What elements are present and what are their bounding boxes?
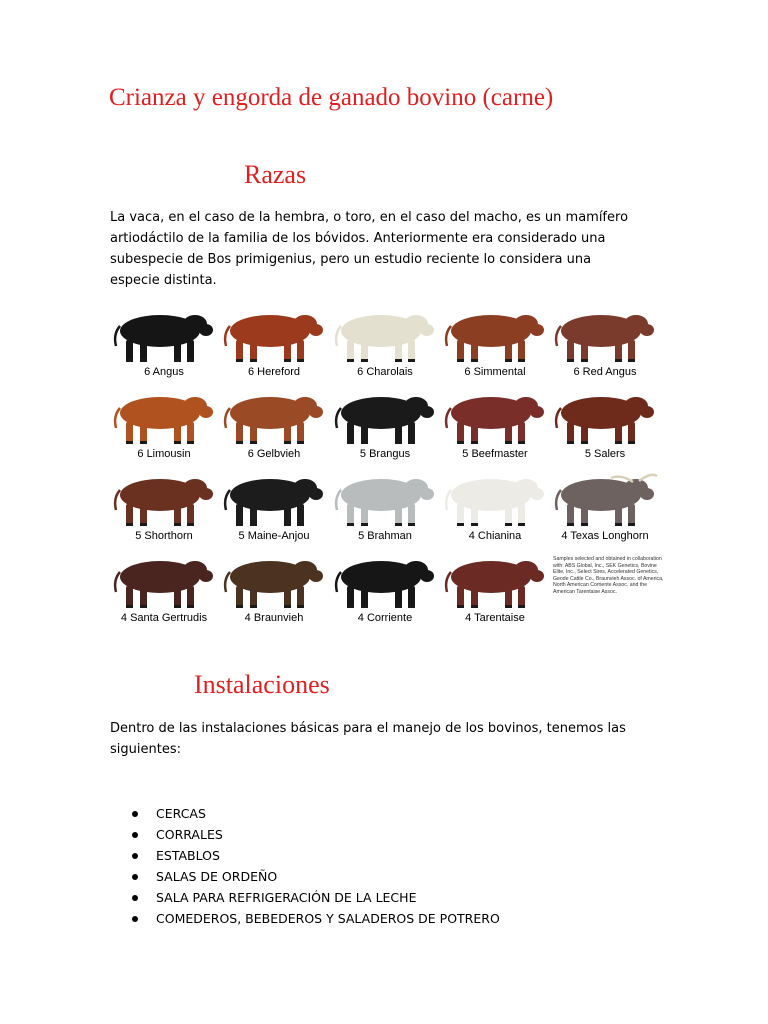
bull-icon (110, 386, 218, 448)
instalaciones-paragraph: Dentro de las instalaciones básicas para el manejo de los bovinos, tenemos las siguientes: (110, 721, 626, 757)
bull-icon (551, 468, 659, 530)
list-item-label: CORRALES (156, 827, 223, 842)
breed-label: 5 Beefmaster (462, 448, 528, 460)
list-item-label: CERCAS (156, 806, 206, 821)
bull-icon (441, 550, 549, 612)
bull-icon (220, 304, 328, 366)
breed-label: 5 Brangus (359, 448, 411, 460)
list-item (132, 887, 500, 908)
razas-paragraph: La vaca, en el caso de la hembra, o toro, en el caso del macho, es un mamífero artiodáctilo de la familia de los bóvidos. Anteriormente era considerado una subespecie de Bos primigenius, pero un estudio reciente lo considera una especie distinta. (110, 210, 629, 288)
breed-label: 4 Braunvieh (244, 612, 304, 624)
bull-icon (331, 468, 439, 530)
breed-label: 5 Maine-Anjou (238, 530, 310, 542)
breed-label: 6 Red Angus (573, 366, 637, 378)
list-item (132, 845, 500, 866)
breed-label: 5 Salers (584, 448, 626, 460)
bull-icon (110, 468, 218, 530)
breed-label: 4 Tarentaise (465, 612, 525, 624)
bull-icon (441, 386, 549, 448)
bullet-icon (132, 811, 138, 817)
breed-item (220, 386, 328, 468)
list-item-label: ESTABLOS (156, 848, 220, 863)
breed-item (441, 550, 549, 632)
breed-item (441, 386, 549, 468)
breed-item (110, 550, 218, 632)
page-title: Crianza y engorda de ganado bovino (carne) (109, 84, 554, 111)
list-item (132, 866, 500, 887)
breed-item (551, 468, 659, 550)
bull-icon (441, 304, 549, 366)
breed-label: 6 Limousin (137, 448, 191, 460)
razas-heading: Razas (244, 160, 307, 189)
breed-item (331, 550, 439, 632)
breed-label: 6 Angus (144, 366, 184, 378)
bull-icon (110, 304, 218, 366)
bull-icon (110, 550, 218, 612)
bull-icon (220, 386, 328, 448)
breed-item (551, 386, 659, 468)
breed-item (331, 386, 439, 468)
image-credit: Samples selected and obtained in collaboration with: ABS Global, Inc., SEK Genetics, Bovine Elite, Inc., Select Sires, Accelerated Genetics, Geode Cattle Co., Braunvieh Assoc. of America, North American Corriente Assoc. and the American Tarentaise Assoc. (553, 556, 664, 595)
bullet-icon (132, 874, 138, 880)
breed-label: 5 Shorthorn (135, 530, 193, 542)
breed-item (331, 304, 439, 386)
breed-item (110, 468, 218, 550)
bull-icon (331, 550, 439, 612)
breed-item (220, 304, 328, 386)
bullet-icon (132, 832, 138, 838)
cattle-breeds-image (110, 304, 664, 630)
breed-item (110, 304, 218, 386)
bullet-icon (132, 916, 138, 922)
list-item (132, 824, 500, 845)
list-item-label: SALAS DE ORDEÑO (156, 869, 278, 884)
bull-icon (331, 304, 439, 366)
list-item (132, 803, 500, 824)
breed-item (441, 304, 549, 386)
bullet-icon (132, 895, 138, 901)
breed-label: 6 Simmental (464, 366, 526, 378)
bullet-icon (132, 853, 138, 859)
bull-icon (220, 468, 328, 530)
bull-icon (441, 468, 549, 530)
breed-label: 4 Texas Longhorn (561, 530, 649, 542)
bull-icon (220, 550, 328, 612)
breed-label: 6 Gelbvieh (247, 448, 301, 460)
breed-item (220, 550, 328, 632)
bull-icon (551, 386, 659, 448)
bull-icon (551, 304, 659, 366)
bull-icon (331, 386, 439, 448)
breed-label: 6 Charolais (357, 366, 413, 378)
list-item-label: COMEDEROS, BEBEDEROS Y SALADEROS DE POTRERO (156, 911, 500, 926)
breed-label: 5 Brahman (358, 530, 412, 542)
breed-label: 6 Hereford (248, 366, 300, 378)
breed-item (110, 386, 218, 468)
breed-label: 4 Corriente (357, 612, 413, 624)
breed-item (220, 468, 328, 550)
list-item (132, 908, 500, 929)
breed-label: 4 Chianina (468, 530, 522, 542)
breed-item (441, 468, 549, 550)
breed-item (331, 468, 439, 550)
instalaciones-heading: Instalaciones (194, 670, 330, 699)
instalaciones-list (132, 803, 500, 929)
list-item-label: SALA PARA REFRIGERACIÓN DE LA LECHE (156, 890, 417, 905)
breed-label: 4 Santa Gertrudis (120, 612, 208, 624)
breed-item (551, 304, 659, 386)
